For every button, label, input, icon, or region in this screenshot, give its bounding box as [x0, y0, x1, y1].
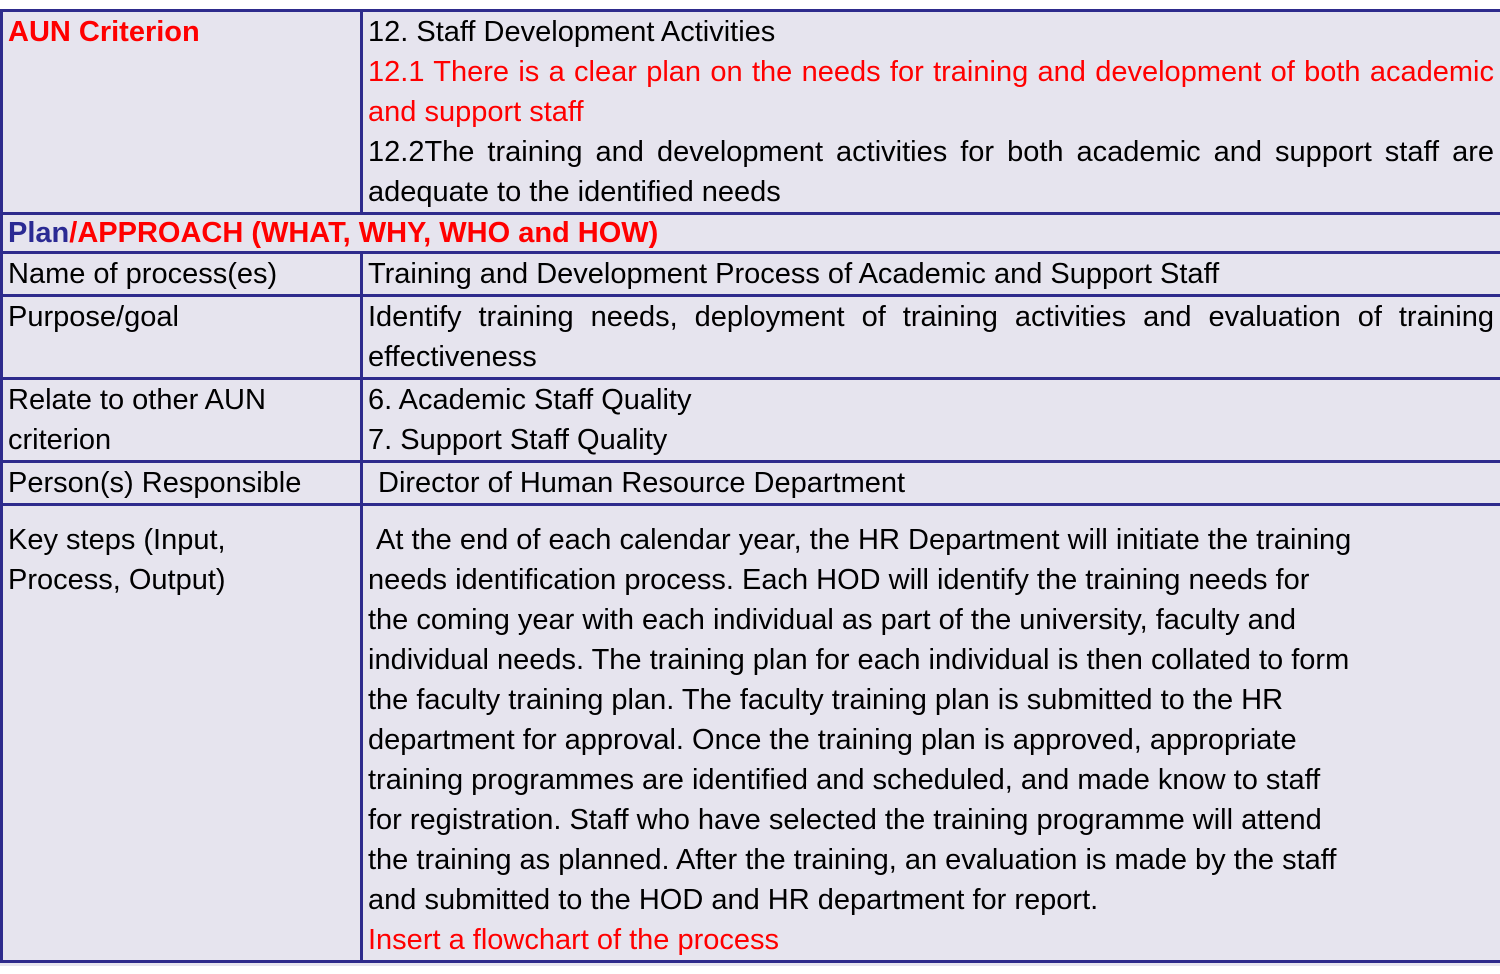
key-steps-line: needs identification process. Each HOD will identify the training needs for: [368, 564, 1310, 596]
related-criteria-label-line-1: Relate to other AUN: [8, 384, 266, 416]
related-criteria-label-cell: [2, 379, 362, 462]
related-criterion-7: 7. Support Staff Quality: [368, 424, 668, 456]
key-steps-line: for registration. Staff who have selected the training programme will attend: [368, 804, 1322, 836]
table-row-purpose: [2, 296, 1500, 379]
table-row-related-criteria: [2, 379, 1500, 462]
process-name-value: Training and Development Process of Academic and Support Staff: [362, 253, 1500, 296]
purpose-value: Identify training needs, deployment of training activities and evaluation of training effectiveness: [362, 296, 1500, 379]
key-steps-line: the coming year with each individual as part of the university, faculty and: [368, 604, 1296, 636]
person-responsible-value-cell: [362, 462, 1500, 505]
plan-approach-header-cell: [2, 214, 1500, 253]
plan-slash: /: [69, 217, 78, 249]
related-criterion-6: 6. Academic Staff Quality: [368, 384, 692, 416]
key-steps-label-cell: [2, 505, 362, 962]
key-steps-line: At the end of each calendar year, the HR Department will initiate the training: [376, 524, 1352, 556]
criterion-item-12-2: 12.2The training and development activities for both academic and support staff are adequate to the identified needs: [368, 136, 1494, 208]
plan-label: Plan: [8, 217, 70, 249]
aun-criterion-label: AUN Criterion: [8, 16, 200, 48]
table-row-person-responsible: [2, 462, 1500, 505]
key-steps-line: the training as planned. After the training, an evaluation is made by the staff: [368, 844, 1337, 876]
aun-criterion-value-cell: [362, 11, 1500, 214]
related-criteria-label-line-2: criterion: [8, 424, 112, 456]
criterion-item-12-1: 12.1 There is a clear plan on the needs for training and development of both academic and support staff: [368, 56, 1494, 128]
key-steps-line: the faculty training plan. The faculty training plan is submitted to the HR: [368, 684, 1284, 716]
key-steps-label-line-2: Process, Output): [8, 564, 226, 596]
related-criteria-value-cell: [362, 379, 1500, 462]
table-row-plan-header: [2, 214, 1500, 253]
table-row-key-steps: [2, 505, 1500, 962]
criterion-table: [0, 9, 1500, 963]
key-steps-line: and submitted to the HOD and HR department for report.: [368, 884, 1099, 916]
table-row-aun-criterion: [2, 11, 1500, 214]
criterion-table-sheet: [0, 9, 1500, 966]
aun-criterion-label-cell: [2, 11, 362, 214]
purpose-label: Purpose/goal: [2, 296, 362, 379]
person-responsible-value: Director of Human Resource Department: [378, 467, 906, 499]
approach-label: APPROACH (WHAT, WHY, WHO and HOW): [77, 217, 659, 249]
criterion-heading: 12. Staff Development Activities: [368, 16, 776, 48]
key-steps-label-line-1: Key steps (Input,: [8, 524, 226, 556]
person-responsible-label: Person(s) Responsible: [2, 462, 362, 505]
key-steps-line: individual needs. The training plan for each individual is then collated to form: [368, 644, 1350, 676]
process-name-label: Name of process(es): [2, 253, 362, 296]
key-steps-line: training programmes are identified and scheduled, and made know to staff: [368, 764, 1321, 796]
table-row-process-name: [2, 253, 1500, 296]
key-steps-value-cell: [362, 505, 1500, 962]
flowchart-note: Insert a flowchart of the process: [368, 924, 780, 956]
key-steps-line: department for approval. Once the training plan is approved, appropriate: [368, 724, 1297, 756]
